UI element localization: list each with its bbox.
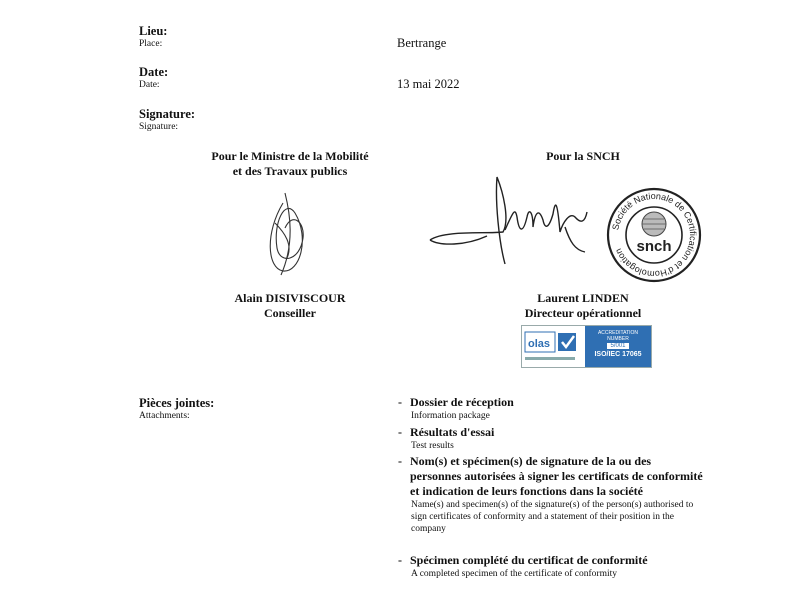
signature-label-en: Signature:	[139, 122, 179, 132]
olas-logo	[522, 326, 584, 367]
left-heading-line1: Pour le Ministre de la Mobilité	[211, 149, 369, 163]
right-signature	[425, 172, 605, 267]
attachment-item-subtitle: Name(s) and specimen(s) of the signature(s) of the person(s) authorised to sign certificates of conformity and a statement of their position in the company	[411, 500, 694, 534]
left-signatory-name: Alain DISIVISCOUR	[234, 291, 346, 305]
olas-logo-text: olas	[528, 338, 551, 350]
right-signatory-role: Directeur opérationnel	[524, 306, 642, 320]
accreditation-standard: ISO/IEC 17065	[594, 351, 642, 358]
place-label: Lieu:	[139, 24, 168, 38]
attachment-item: - Résultats d'essai Test results	[398, 425, 718, 452]
attachment-item-subtitle: Information package	[411, 411, 490, 421]
stamp-ring-text: Société Nationale de Certification et d'Homologation	[610, 190, 699, 280]
attachment-item-title: Dossier de réception	[410, 395, 514, 409]
date-label: Date:	[139, 65, 169, 79]
left-signature	[255, 183, 325, 283]
date-value: 13 mai 2022	[397, 77, 460, 91]
attachment-item-subtitle: Test results	[411, 441, 454, 451]
attachment-item-subtitle: A completed specimen of the certificate of conformity	[411, 569, 618, 579]
place-value: Bertrange	[397, 36, 447, 50]
right-signatory-name: Laurent LINDEN	[537, 291, 629, 305]
left-signatory-role: Conseiller	[264, 306, 316, 320]
signature-label: Signature:	[139, 107, 196, 121]
accreditation-badge	[521, 325, 652, 368]
attachment-item: - Spécimen complété du certificat de conformité A completed specimen of the certificate of conformity	[398, 553, 718, 580]
snch-stamp	[604, 186, 704, 284]
accreditation-line1: ACCREDITATION	[597, 330, 639, 336]
attachment-item-title: Résultats d'essai	[410, 425, 495, 439]
date-label-en: Date:	[139, 80, 160, 90]
place-label-en: Place:	[139, 39, 163, 49]
right-heading: Pour la SNCH	[546, 149, 620, 163]
attachments-label-en: Attachments:	[139, 411, 190, 421]
accreditation-panel	[585, 326, 651, 367]
accreditation-line2: NUMBER	[607, 336, 629, 342]
attachment-item-title: Nom(s) et spécimen(s) de signature de la ou des personnes autorisées à signer les certificats de conformité et indication de leurs fonctions dans la société	[410, 454, 703, 498]
left-heading-line2: et des Travaux publics	[232, 164, 348, 178]
attachment-item: - Nom(s) et spécimen(s) de signature de la ou des personnes autorisées à signer les certificats de conformité et indication de leurs fonctions dans la société Name(s) and specimen(s) of the signature(s) of the person(s) authorised to sign certificates of conformity and a statement of their position in the company	[398, 454, 703, 534]
accreditation-number: 5/001	[607, 343, 629, 349]
stamp-center-text: snch	[636, 238, 672, 255]
attachment-item-title: Spécimen complété du certificat de conformité	[410, 553, 648, 567]
attachments-label: Pièces jointes:	[139, 396, 215, 410]
attachment-item: - Dossier de réception Information package	[398, 395, 718, 422]
